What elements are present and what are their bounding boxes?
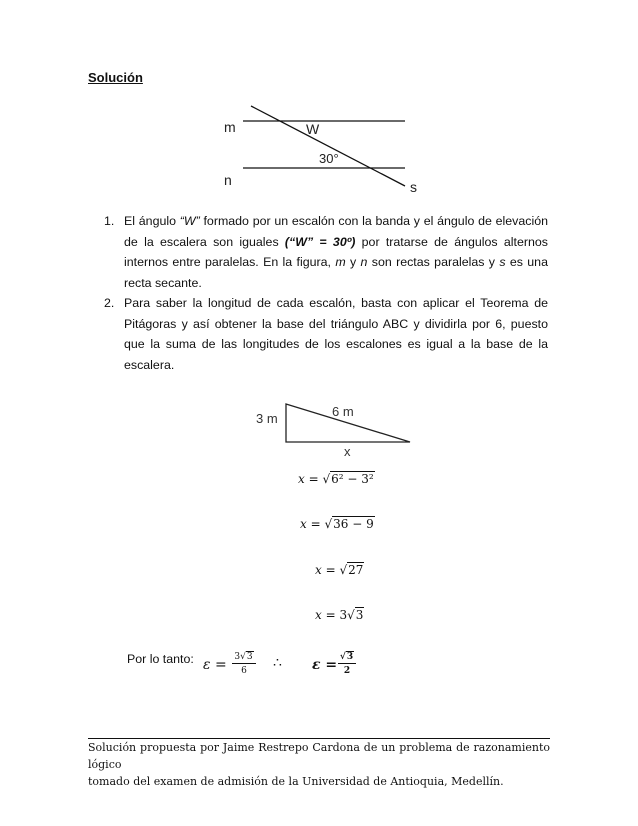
list-item — [96, 293, 548, 375]
page-footer — [88, 739, 550, 790]
item-text: Para saber la longitud de cada escalón, basta con aplicar el Teorema de Pitágoras y así obtener la base del triángulo ABC y dividirla por 6, puesto que la suma de las longitudes de los escalones es igual a la base de la escalera. — [124, 296, 548, 372]
fraction-2 — [338, 652, 356, 676]
label-s: s — [410, 179, 417, 195]
label-n: n — [224, 172, 232, 188]
footer-line-1: Solución propuesta por Jaime Restrepo Cardona de un problema de razonamiento lógico — [88, 741, 550, 771]
label-angle: 30° — [319, 151, 339, 166]
secant-line-s — [251, 106, 405, 186]
label-m: m — [224, 119, 236, 135]
item-number: 1. — [104, 214, 115, 228]
equation-1: x = √6² − 3² — [298, 472, 374, 486]
numbered-list — [96, 211, 548, 375]
epsilon-lhs-2: 𝜺 = — [312, 657, 338, 673]
fraction-2-numerator: √3 — [338, 652, 356, 664]
fraction-1 — [232, 652, 256, 676]
list-item — [96, 211, 548, 293]
label-w: W — [306, 121, 320, 137]
label-base: x — [344, 444, 351, 459]
conclusion-label: Por lo tanto: — [127, 652, 194, 666]
equation-4: x = 3√3 — [315, 608, 364, 622]
equation-3: x = √27 — [315, 563, 364, 577]
section-heading: Solución — [88, 70, 143, 85]
epsilon-lhs-1: ε = — [203, 657, 227, 673]
fraction-1-numerator: 3√3 — [232, 652, 256, 664]
item-number: 2. — [104, 296, 115, 310]
right-triangle-figure — [252, 398, 417, 460]
parallel-lines-figure — [215, 100, 425, 195]
therefore-symbol: ∴ — [273, 655, 282, 671]
footer-line-2: tomado del examen de admisión de la Universidad de Antioquia, Medellín. — [88, 775, 504, 788]
item-text: El ángulo “W” formado por un escalón con la banda y el ángulo de elevación de la escalera son iguales (“W” = 30º) por tratarse de ángulos alternos internos entre paralelas. En la figura, m y n son rectas paralelas y s es una recta secante. — [124, 214, 548, 290]
label-height: 3 m — [256, 411, 278, 426]
label-hypotenuse: 6 m — [332, 404, 354, 419]
fraction-2-denominator: 2 — [343, 666, 351, 676]
equation-2: x = √36 − 9 — [300, 517, 374, 531]
fraction-1-denominator: 6 — [241, 666, 247, 676]
